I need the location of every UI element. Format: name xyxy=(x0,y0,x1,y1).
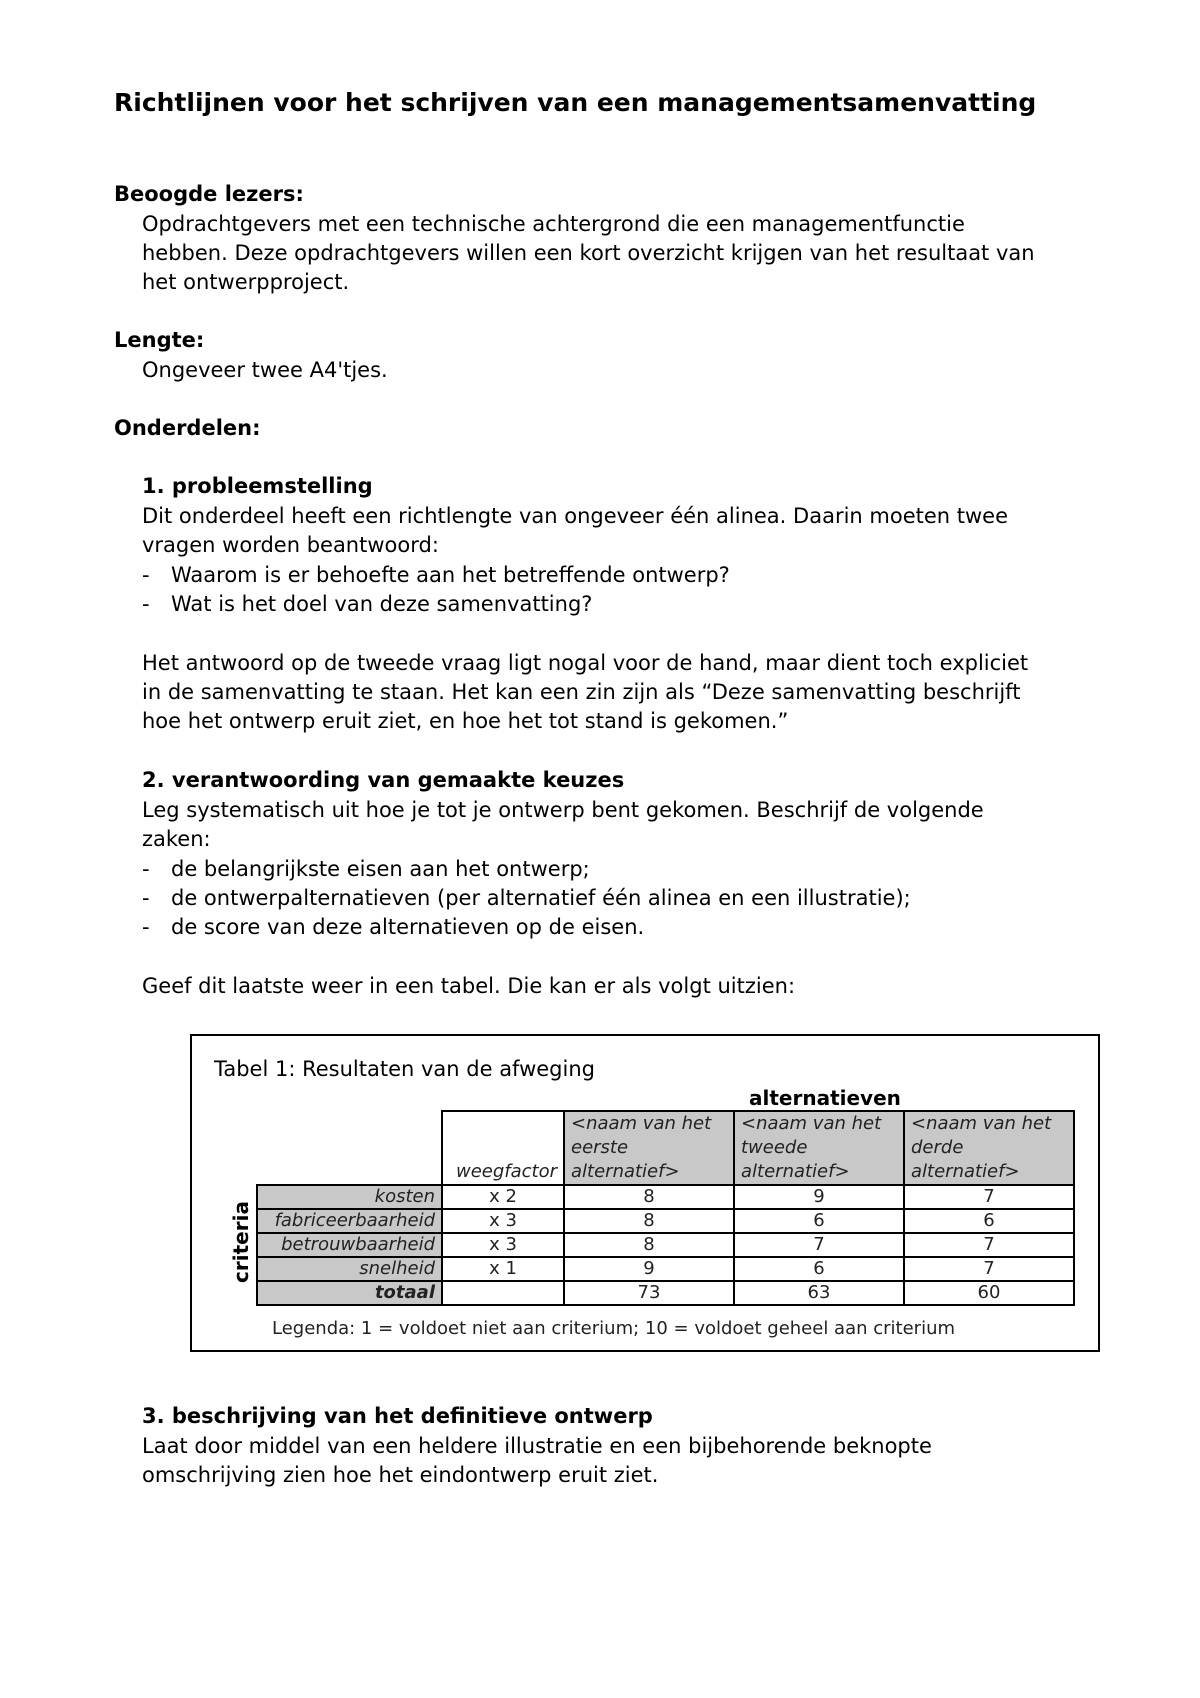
weight-cell: x 2 xyxy=(442,1185,564,1209)
criterion-cell: snelheid xyxy=(257,1257,442,1281)
table-row xyxy=(257,1233,1074,1257)
header-corner xyxy=(257,1111,442,1185)
section2-heading: 2. verantwoording van gemaakte keuzes xyxy=(142,768,625,792)
score-cell: 8 xyxy=(564,1185,734,1209)
table-caption: Tabel 1: Resultaten van de afweging xyxy=(214,1057,595,1081)
table-row xyxy=(257,1185,1074,1209)
total-score-cell: 63 xyxy=(734,1281,904,1305)
weight-cell: x 3 xyxy=(442,1233,564,1257)
score-cell: 9 xyxy=(734,1185,904,1209)
total-score-cell: 60 xyxy=(904,1281,1074,1305)
score-cell: 7 xyxy=(904,1233,1074,1257)
section2-bullet-2-text: de ontwerpalternatieven (per alternatief één alinea en een illustratie); xyxy=(171,886,911,910)
section2-intro-1: Leg systematisch uit hoe je tot je ontwerp bent gekomen. Beschrijf de volgende xyxy=(142,798,984,822)
total-label-cell: totaal xyxy=(257,1281,442,1305)
score-cell: 8 xyxy=(564,1233,734,1257)
weight-cell: x 3 xyxy=(442,1209,564,1233)
score-cell: 7 xyxy=(734,1233,904,1257)
score-cell: 7 xyxy=(904,1257,1074,1281)
total-score-cell: 73 xyxy=(564,1281,734,1305)
section2-bullet-1-text: de belangrijkste eisen aan het ontwerp; xyxy=(171,857,590,881)
section1-intro-2: vragen worden beantwoord: xyxy=(142,533,439,557)
section1-bullet-2-text: Wat is het doel van deze samenvatting? xyxy=(171,592,593,616)
weight-cell: x 1 xyxy=(442,1257,564,1281)
alt3-line-2: derde xyxy=(911,1137,964,1158)
score-cell: 7 xyxy=(904,1185,1074,1209)
section1-bullet-1 xyxy=(142,561,730,590)
alt1-line-1: <naam van het xyxy=(571,1113,712,1134)
section3-heading: 3. beschrijving van het definitieve ontwerp xyxy=(142,1404,653,1428)
table-header-row xyxy=(257,1111,1074,1185)
bullet-dash: - xyxy=(142,563,150,587)
weight-header: weegfactor xyxy=(442,1111,564,1185)
score-cell: 6 xyxy=(734,1257,904,1281)
criterion-cell: betrouwbaarheid xyxy=(257,1233,442,1257)
bullet-dash: - xyxy=(142,592,150,616)
alt1-line-2: eerste xyxy=(571,1137,629,1158)
readers-line-2: hebben. Deze opdrachtgevers willen een kort overzicht krijgen van het resultaat van xyxy=(142,241,1035,265)
section2-intro-2: zaken: xyxy=(142,827,211,851)
section2-bullet-3-text: de score van deze alternatieven op de eisen. xyxy=(171,915,645,939)
readers-line-1: Opdrachtgevers met een technische achtergrond die een managementfunctie xyxy=(142,212,965,236)
bullet-dash: - xyxy=(142,857,150,881)
page-title: Richtlijnen voor het schrijven van een managementsamenvatting xyxy=(114,88,1037,117)
alt1-line-3: alternatief> xyxy=(571,1161,680,1182)
parts-heading: Onderdelen: xyxy=(114,416,261,440)
table-total-row xyxy=(257,1281,1074,1305)
section1-bullet-1-text: Waarom is er behoefte aan het betreffende ontwerp? xyxy=(171,563,730,587)
results-table xyxy=(256,1110,1075,1306)
score-cell: 6 xyxy=(734,1209,904,1233)
section2-bullet-2 xyxy=(142,884,911,913)
section1-bullet-2 xyxy=(142,590,592,619)
section1-para-3: hoe het ontwerp eruit ziet, en hoe het tot stand is gekomen.” xyxy=(142,709,789,733)
section2-closing: Geef dit laatste weer in een tabel. Die kan er als volgt uitzien: xyxy=(142,974,796,998)
score-cell: 8 xyxy=(564,1209,734,1233)
table-row xyxy=(257,1209,1074,1233)
readers-line-3: het ontwerpproject. xyxy=(142,270,350,294)
alternative-2-header xyxy=(734,1111,904,1185)
alt3-line-1: <naam van het xyxy=(911,1113,1052,1134)
total-weight-cell xyxy=(442,1281,564,1305)
section2-bullet-1 xyxy=(142,855,590,884)
section1-para-1: Het antwoord op de tweede vraag ligt nogal voor de hand, maar dient toch expliciet xyxy=(142,651,1029,675)
section1-intro-1: Dit onderdeel heeft een richtlengte van ongeveer één alinea. Daarin moeten twee xyxy=(142,504,1009,528)
section1-heading: 1. probleemstelling xyxy=(142,474,373,498)
alt3-line-3: alternatief> xyxy=(911,1161,1020,1182)
score-cell: 9 xyxy=(564,1257,734,1281)
bullet-dash: - xyxy=(142,886,150,910)
readers-heading: Beoogde lezers: xyxy=(114,182,304,206)
length-heading: Lengte: xyxy=(114,328,205,352)
criteria-label-text: criteria xyxy=(229,1201,253,1283)
criterion-cell: fabriceerbaarheid xyxy=(257,1209,442,1233)
section2-bullet-3 xyxy=(142,913,644,942)
length-text: Ongeveer twee A4'tjes. xyxy=(142,358,388,382)
bullet-dash: - xyxy=(142,915,150,939)
alt2-line-1: <naam van het xyxy=(741,1113,882,1134)
section3-line-2: omschrijving zien hoe het eindontwerp eruit ziet. xyxy=(142,1463,659,1487)
alternatives-label: alternatieven xyxy=(749,1086,901,1110)
alt2-line-2: tweede xyxy=(741,1137,808,1158)
table-row xyxy=(257,1257,1074,1281)
alternative-1-header xyxy=(564,1111,734,1185)
section1-para-2: in de samenvatting te staan. Het kan een zin zijn als “Deze samenvatting beschrijft xyxy=(142,680,1021,704)
alternative-3-header xyxy=(904,1111,1074,1185)
criterion-cell: kosten xyxy=(257,1185,442,1209)
table-legend: Legenda: 1 = voldoet niet aan criterium; 10 = voldoet geheel aan criterium xyxy=(272,1318,956,1339)
section3-line-1: Laat door middel van een heldere illustratie en een bijbehorende beknopte xyxy=(142,1434,932,1458)
alt2-line-3: alternatief> xyxy=(741,1161,850,1182)
score-cell: 6 xyxy=(904,1209,1074,1233)
